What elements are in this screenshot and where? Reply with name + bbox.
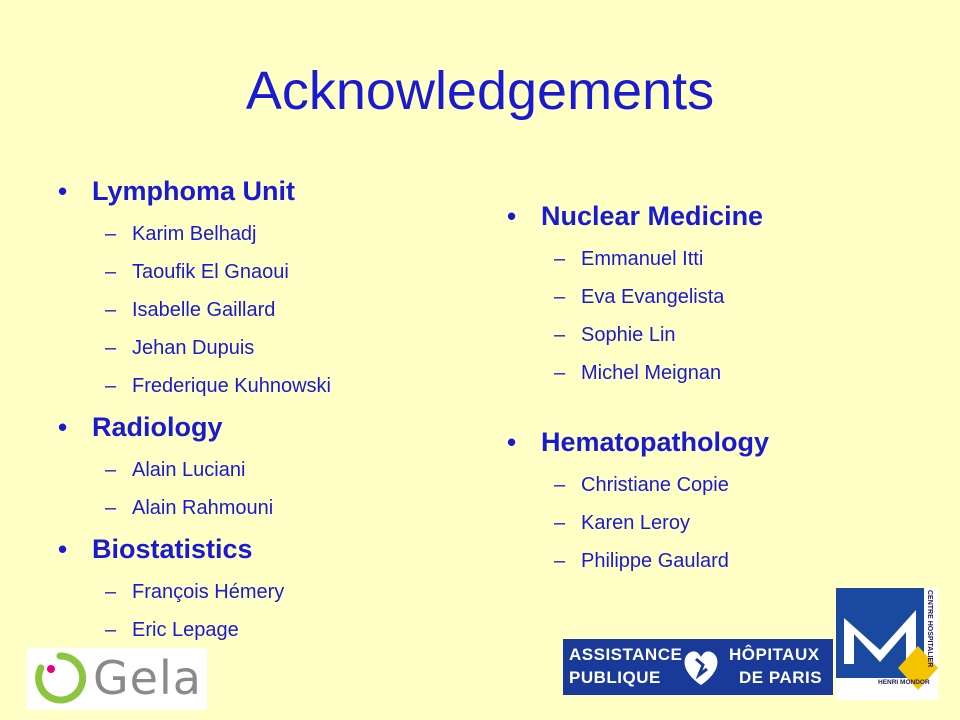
aphp-line: HÔPITAUX bbox=[729, 645, 820, 664]
bullet-icon: • bbox=[58, 412, 68, 442]
bullet-icon: • bbox=[58, 534, 68, 564]
person-name: Philippe Gaulard bbox=[581, 550, 729, 572]
section-heading: Nuclear Medicine bbox=[541, 201, 764, 231]
dash-icon: – bbox=[105, 581, 117, 603]
dash-icon: – bbox=[554, 286, 566, 308]
person-name: Frederique Kuhnowski bbox=[132, 375, 331, 397]
aphp-line: ASSISTANCE bbox=[569, 645, 683, 664]
dash-icon: – bbox=[554, 362, 566, 384]
person-name: Sophie Lin bbox=[581, 324, 676, 346]
person-name: Isabelle Gaillard bbox=[132, 299, 276, 321]
dash-icon: – bbox=[105, 337, 117, 359]
right-column bbox=[507, 198, 769, 584]
dash-icon: – bbox=[554, 324, 566, 346]
person-name: François Hémery bbox=[132, 581, 285, 603]
mondor-logo bbox=[836, 588, 938, 700]
section-heading: Biostatistics bbox=[92, 534, 253, 564]
person-name: Alain Luciani bbox=[132, 459, 246, 481]
person-name: Taoufik El Gnaoui bbox=[132, 261, 289, 283]
dash-icon: – bbox=[105, 619, 117, 641]
person-name: Emmanuel Itti bbox=[581, 248, 704, 270]
bullet-icon: • bbox=[507, 201, 517, 231]
dash-icon: – bbox=[105, 497, 117, 519]
aphp-line: PUBLIQUE bbox=[569, 668, 661, 687]
person-name: Karim Belhadj bbox=[132, 223, 257, 245]
person-name: Jehan Dupuis bbox=[132, 337, 255, 359]
section-heading: Radiology bbox=[92, 412, 223, 442]
mondor-vertical-text: CENTRE HOSPITALIER bbox=[926, 590, 933, 668]
bullet-icon: • bbox=[507, 427, 517, 457]
section-spacer bbox=[507, 396, 769, 424]
section-heading: Hematopathology bbox=[541, 427, 770, 457]
left-column bbox=[58, 173, 331, 653]
section-lymphoma-unit bbox=[58, 173, 331, 399]
person-name: Eva Evangelista bbox=[581, 286, 725, 308]
dash-icon: – bbox=[554, 550, 566, 572]
dash-icon: – bbox=[554, 474, 566, 496]
dash-icon: – bbox=[554, 512, 566, 534]
slide-title: Acknowledgements bbox=[245, 61, 715, 121]
gela-logo-text: Gela bbox=[93, 651, 202, 705]
mondor-bottom-text: HENRI MONDOR bbox=[878, 679, 930, 686]
person-name: Alain Rahmouni bbox=[132, 497, 274, 519]
section-heading: Lymphoma Unit bbox=[92, 176, 296, 206]
aphp-line: DE PARIS bbox=[739, 668, 823, 687]
bullet-icon: • bbox=[58, 176, 68, 206]
dash-icon: – bbox=[105, 459, 117, 481]
dash-icon: – bbox=[105, 223, 117, 245]
person-name: Christiane Copie bbox=[581, 474, 729, 496]
gela-logo bbox=[27, 648, 207, 710]
dash-icon: – bbox=[105, 375, 117, 397]
dash-icon: – bbox=[105, 299, 117, 321]
person-name: Karen Leroy bbox=[581, 512, 690, 534]
heart-emblem-icon bbox=[679, 645, 723, 689]
dash-icon: – bbox=[105, 261, 117, 283]
section-hematopathology bbox=[507, 424, 769, 574]
aphp-logo bbox=[563, 639, 833, 695]
gela-ring-icon bbox=[27, 648, 93, 710]
section-nuclear-medicine bbox=[507, 198, 769, 386]
section-biostatistics bbox=[58, 531, 331, 643]
person-name: Michel Meignan bbox=[581, 362, 722, 384]
section-radiology bbox=[58, 409, 331, 521]
dash-icon: – bbox=[554, 248, 566, 270]
mondor-emblem-icon bbox=[836, 588, 938, 700]
person-name: Eric Lepage bbox=[132, 619, 239, 641]
